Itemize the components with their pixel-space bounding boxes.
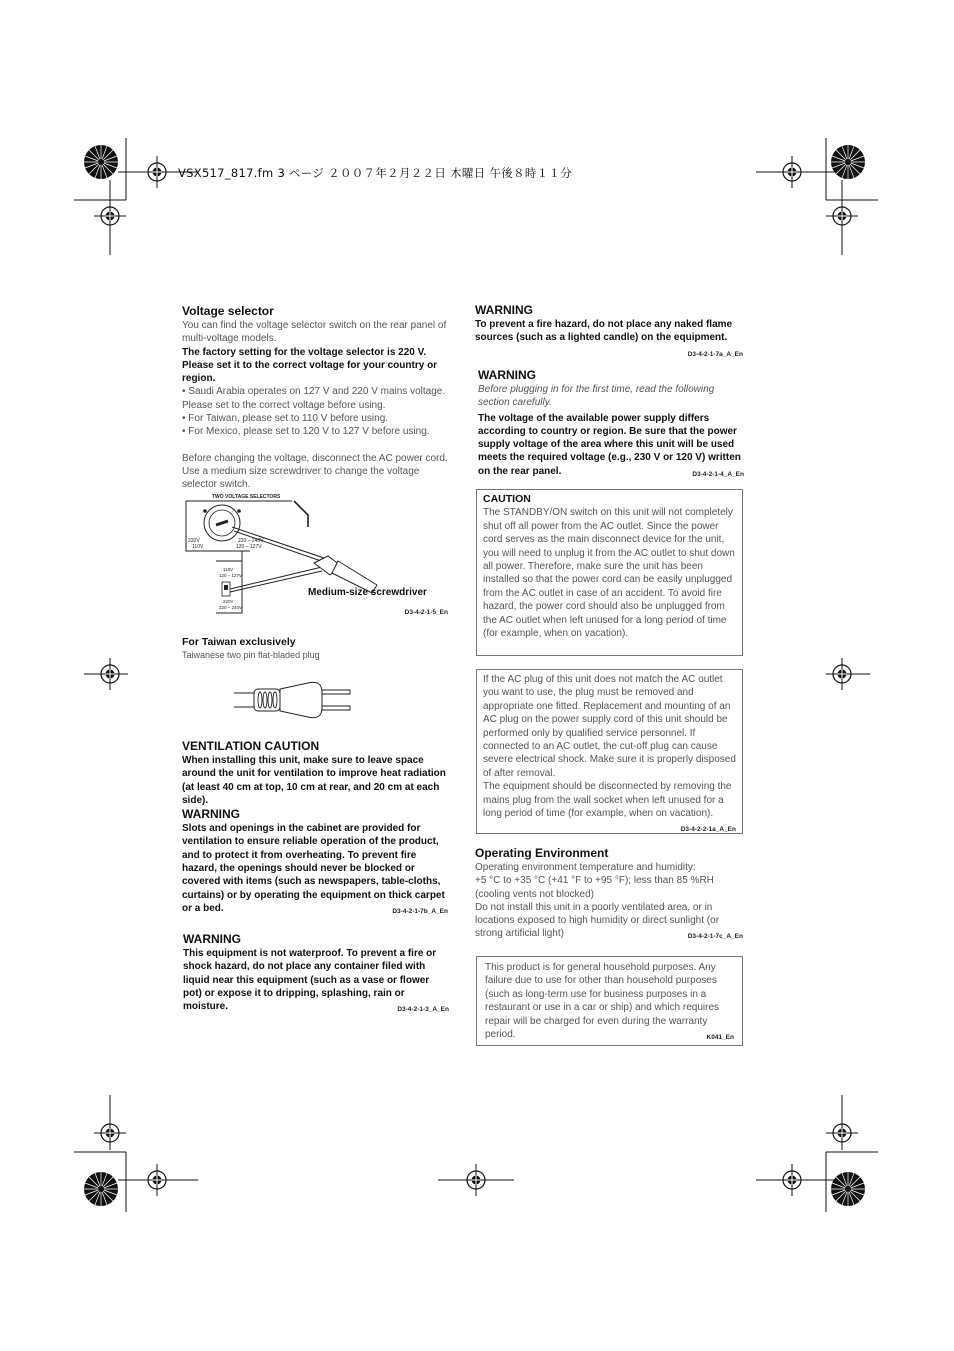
warning-fire-title: WARNING (475, 303, 533, 317)
ventilation-text: When installing this unit, make sure to leave space around the unit for ventilation to improve heat radiation (at least 40 cm at top, 10 cm at rear, and 20 cm at each side). (182, 755, 446, 806)
caution-text: The STANDBY/ON switch on this unit will not completely shut off all power from the AC outlet. Since the power cord serves as the main disconnect device for the unit, you will need to unplug it from the AC outlet to shut down all power. Therefore, make sure the unit has been installed so that the power cord can be easily unplugged from the AC outlet in case of an accident. To avoid fire hazard, the power cord should also be unplugged from the AC outlet when left unused for a long period of time (for example, when on vacation). (483, 507, 735, 640)
voltage-selector-drawing (182, 493, 448, 623)
household-text: This product is for general household purposes. Any failure due to use for other than household purposes (such as long-term use for business purposes in a restaurant or use in a car or ship) and which requires repair will be charged for even during the warranty period. K041_En (485, 961, 734, 1041)
warning-water-code: D3-4-2-1-3_A_En (397, 1006, 449, 1014)
voltage-selector-intro: You can find the voltage selector switch on the rear panel of multi-voltage models. (182, 320, 447, 345)
environment-line-1: Operating environment temperature and humidity: (475, 862, 696, 873)
voltage-before-text: Before changing the voltage, disconnect the AC power cord. Use a medium size screwdriver to change the voltage selector switch. (182, 452, 448, 491)
ac-plug-box (476, 669, 743, 834)
voltage-bullet: • For Taiwan, please set to 110 V before using. (182, 413, 389, 425)
voltage-bullet: • For Mexico, please set to 120 V to 127 V before using. (182, 426, 430, 438)
warning-ventilation-title: WARNING (182, 807, 240, 822)
warning-power-text: The voltage of the available power supply differs according to country or region. Be sure that the power supply voltage of the area where this unit will be used meets the required voltage (e.g., 230 V or 120 V) written on the rear panel. D3-4-2-1-4_A_En (478, 412, 744, 478)
label-220-240v: 220 – 240V (238, 538, 264, 544)
voltage-selector-bold: The factory setting for the voltage selector is 220 V. Please set it to the correct voltage for your country or region. (182, 346, 438, 385)
caution-title: CAUTION (483, 493, 531, 505)
taiwan-title: For Taiwan exclusively (182, 636, 296, 648)
voltage-selector-section (182, 304, 448, 492)
label-110v: 110V (192, 544, 204, 550)
left-column (182, 304, 448, 492)
warning-ventilation-code: D3-4-2-1-7b_A_En (392, 907, 448, 915)
warning-power-code: D3-4-2-1-4_A_En (692, 470, 744, 478)
environment-line-3: Do not install this unit in a poorly ventilated area, or in locations exposed to high humidity or direct sunlight (or strong artificial light) D3-4-2-1-7c_A_En (475, 901, 743, 941)
environment-title: Operating Environment (475, 846, 609, 860)
environment-line-2: +5 °C to +35 °C (+41 °F to +95 °F); less than 85 %RH (cooling vents not blocked) (475, 875, 714, 900)
switch-220v: 220V (223, 599, 234, 604)
warning-water-title: WARNING (183, 932, 241, 946)
taiwan-plug-drawing (234, 678, 354, 722)
warning-power-title: WARNING (478, 368, 536, 382)
taiwan-section (182, 636, 448, 663)
ac-plug-text-2: The equipment should be disconnected by removing the mains plug from the wall socket when left unused for a long period of time (for example, when on vacation). D3-4-2-2-1a_A_En (483, 780, 736, 820)
screwdriver-label: Medium-size screwdriver (308, 587, 427, 598)
ac-plug-code: D3-4-2-2-1a_A_En (680, 826, 736, 834)
voltage-code: D3-4-2-1-5_En (404, 609, 448, 616)
label-220v: 220V (188, 538, 200, 544)
warning-fire-code: D3-4-2-1-7a_A_En (687, 350, 743, 358)
environment-code: D3-4-2-1-7c_A_En (687, 933, 743, 941)
switch-220-240v: 220 – 240V (219, 605, 243, 610)
ventilation-title: VENTILATION CAUTION (182, 739, 320, 753)
voltage-selector-title: Voltage selector (182, 304, 274, 318)
household-code: K041_En (706, 1034, 734, 1042)
waterproof-section (183, 932, 449, 1016)
household-box (476, 956, 743, 1046)
ac-plug-text-1: If the AC plug of this unit does not match the AC outlet you want to use, the plug must be removed and appropriate one fitted. Replacement and mounting of an AC plug on the power supply cord of this unit should be performed only by qualified service personnel. If connected to an AC outlet, the cut-off plug can cause severe electrical shock. Make sure it is properly disposed of after removal. (483, 674, 736, 779)
warning-water-text: This equipment is not waterproof. To prevent a fire or shock hazard, do not place any container filed with liquid near this equipment (such as a vase or flower pot) or expose it to dripping, splashing, rain or moisture. D3-4-2-1-3_A_En (183, 947, 449, 1013)
warning-power-section (478, 368, 744, 481)
ventilation-section (182, 739, 448, 918)
voltage-selector-figure (182, 493, 448, 623)
warning-fire-text: To prevent a fire hazard, do not place any naked flame sources (such as a lighted candle) on the equipment. D3-4-2-1-7a_A_En (475, 318, 743, 345)
switch-110v: 110V (223, 567, 234, 572)
environment-section (475, 846, 743, 944)
warning-ventilation-text: Slots and openings in the cabinet are provided for ventilation to ensure reliable operation of the product, and to protect it from overheating. To prevent fire hazard, the openings should never be blocked or covered with items (such as newspapers, table-cloths, curtains) or by operating the equipment on thick carpet or a bed. D3-4-2-1-7b_A_En (182, 822, 448, 915)
warning-power-intro: Before plugging in for the first time, read the following section carefully. (478, 384, 715, 409)
label-120-127v: 120 – 127V (236, 544, 262, 550)
print-header: VSX517_817.fm 3 ページ ２００７年２月２２日 木曜日 午後８時１１分 (178, 166, 573, 180)
switch-120-127v: 120 – 127V (219, 573, 243, 578)
taiwan-subtitle: Taiwanese two pin flat-bladed plug (182, 650, 320, 661)
caution-box (476, 489, 743, 656)
two-voltage-selectors-label: TWO VOLTAGE SELECTORS (212, 494, 281, 500)
warning-fire-section (475, 303, 743, 361)
voltage-bullet: • Saudi Arabia operates on 127 V and 220 V mains voltage. Please set to the correct voltage before using. (182, 386, 446, 411)
